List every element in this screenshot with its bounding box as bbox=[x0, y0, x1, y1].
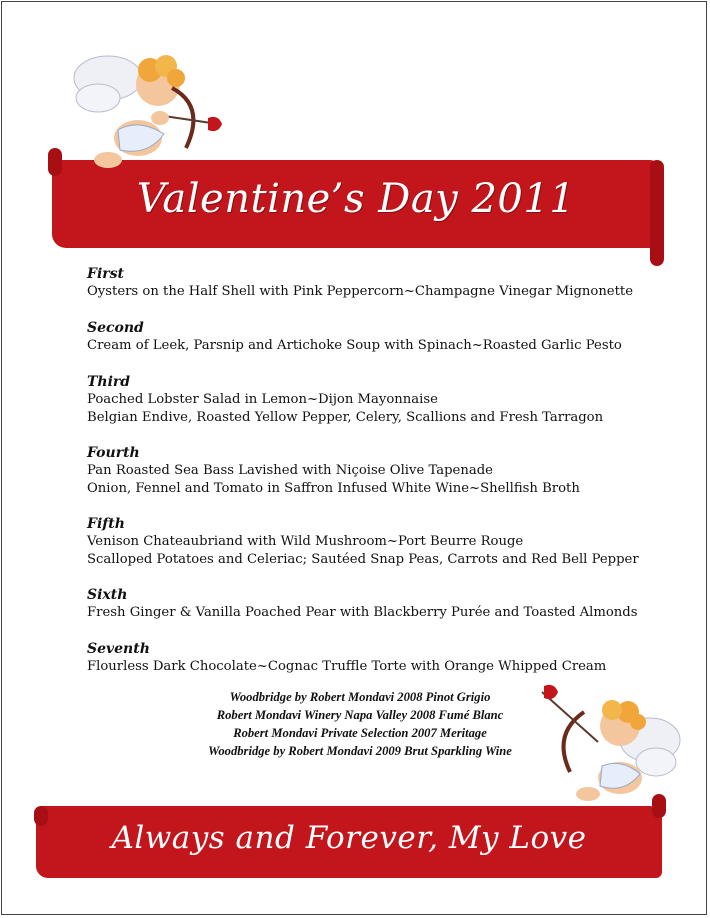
dish-line: Oysters on the Half Shell with Pink Peppercorn~Champagne Vinegar Mignonette bbox=[87, 284, 634, 299]
course-fourth bbox=[87, 444, 580, 497]
course-name: Fifth bbox=[87, 516, 125, 532]
dish-line: Cream of Leek, Parsnip and Artichoke Soup with Spinach~Roasted Garlic Pesto bbox=[87, 338, 622, 353]
dish-line: Belgian Endive, Roasted Yellow Pepper, Celery, Scallions and Fresh Tarragon bbox=[87, 409, 604, 425]
dish-line: Pan Roasted Sea Bass Lavished with Niçoise Olive Tapenade bbox=[87, 463, 493, 478]
wine-item: Woodbridge by Robert Mondavi 2008 Pinot Grigio bbox=[229, 690, 491, 704]
dish-line: Onion, Fennel and Tomato in Saffron Infused White Wine~Shellfish Broth bbox=[87, 480, 580, 496]
course-first bbox=[87, 265, 633, 301]
dish-line: Flourless Dark Chocolate~Cognac Truffle Torte with Orange Whipped Cream bbox=[87, 659, 607, 674]
menu-title: Valentine’s Day 2011 bbox=[136, 176, 576, 222]
banner-curl-bottom-left bbox=[34, 806, 48, 826]
cupid-bottom-illustration bbox=[528, 682, 688, 812]
dish-line: Poached Lobster Salad in Lemon~Dijon Mayonnaise bbox=[87, 392, 438, 407]
course-fifth bbox=[87, 515, 639, 568]
course-name: Fourth bbox=[87, 445, 140, 461]
course-second bbox=[87, 319, 622, 355]
course-name: First bbox=[87, 266, 124, 282]
wine-item: Woodbridge by Robert Mondavi 2009 Brut Sparkling Wine bbox=[208, 744, 512, 758]
course-seventh bbox=[87, 640, 606, 676]
course-name: Seventh bbox=[87, 641, 150, 657]
tagline-banner bbox=[36, 806, 662, 878]
dish-line: Scalloped Potatoes and Celeriac; Sautéed Snap Peas, Carrots and Red Bell Pepper bbox=[87, 551, 639, 567]
course-sixth bbox=[87, 586, 637, 622]
course-third bbox=[87, 373, 603, 426]
wine-list bbox=[160, 688, 560, 760]
tagline: Always and Forever, My Love bbox=[111, 820, 587, 856]
cupid-top-illustration bbox=[68, 38, 228, 186]
course-name: Third bbox=[87, 374, 131, 390]
banner-curl-right bbox=[650, 160, 664, 266]
wine-item: Robert Mondavi Winery Napa Valley 2008 Fumé Blanc bbox=[216, 708, 504, 722]
course-name: Second bbox=[87, 320, 144, 336]
dish-line: Fresh Ginger & Vanilla Poached Pear with Blackberry Purée and Toasted Almonds bbox=[87, 605, 638, 620]
course-name: Sixth bbox=[87, 587, 128, 603]
wine-item: Robert Mondavi Private Selection 2007 Meritage bbox=[233, 726, 487, 740]
dish-line: Venison Chateaubriand with Wild Mushroom~Port Beurre Rouge bbox=[87, 534, 524, 549]
banner-curl-left bbox=[48, 148, 62, 176]
